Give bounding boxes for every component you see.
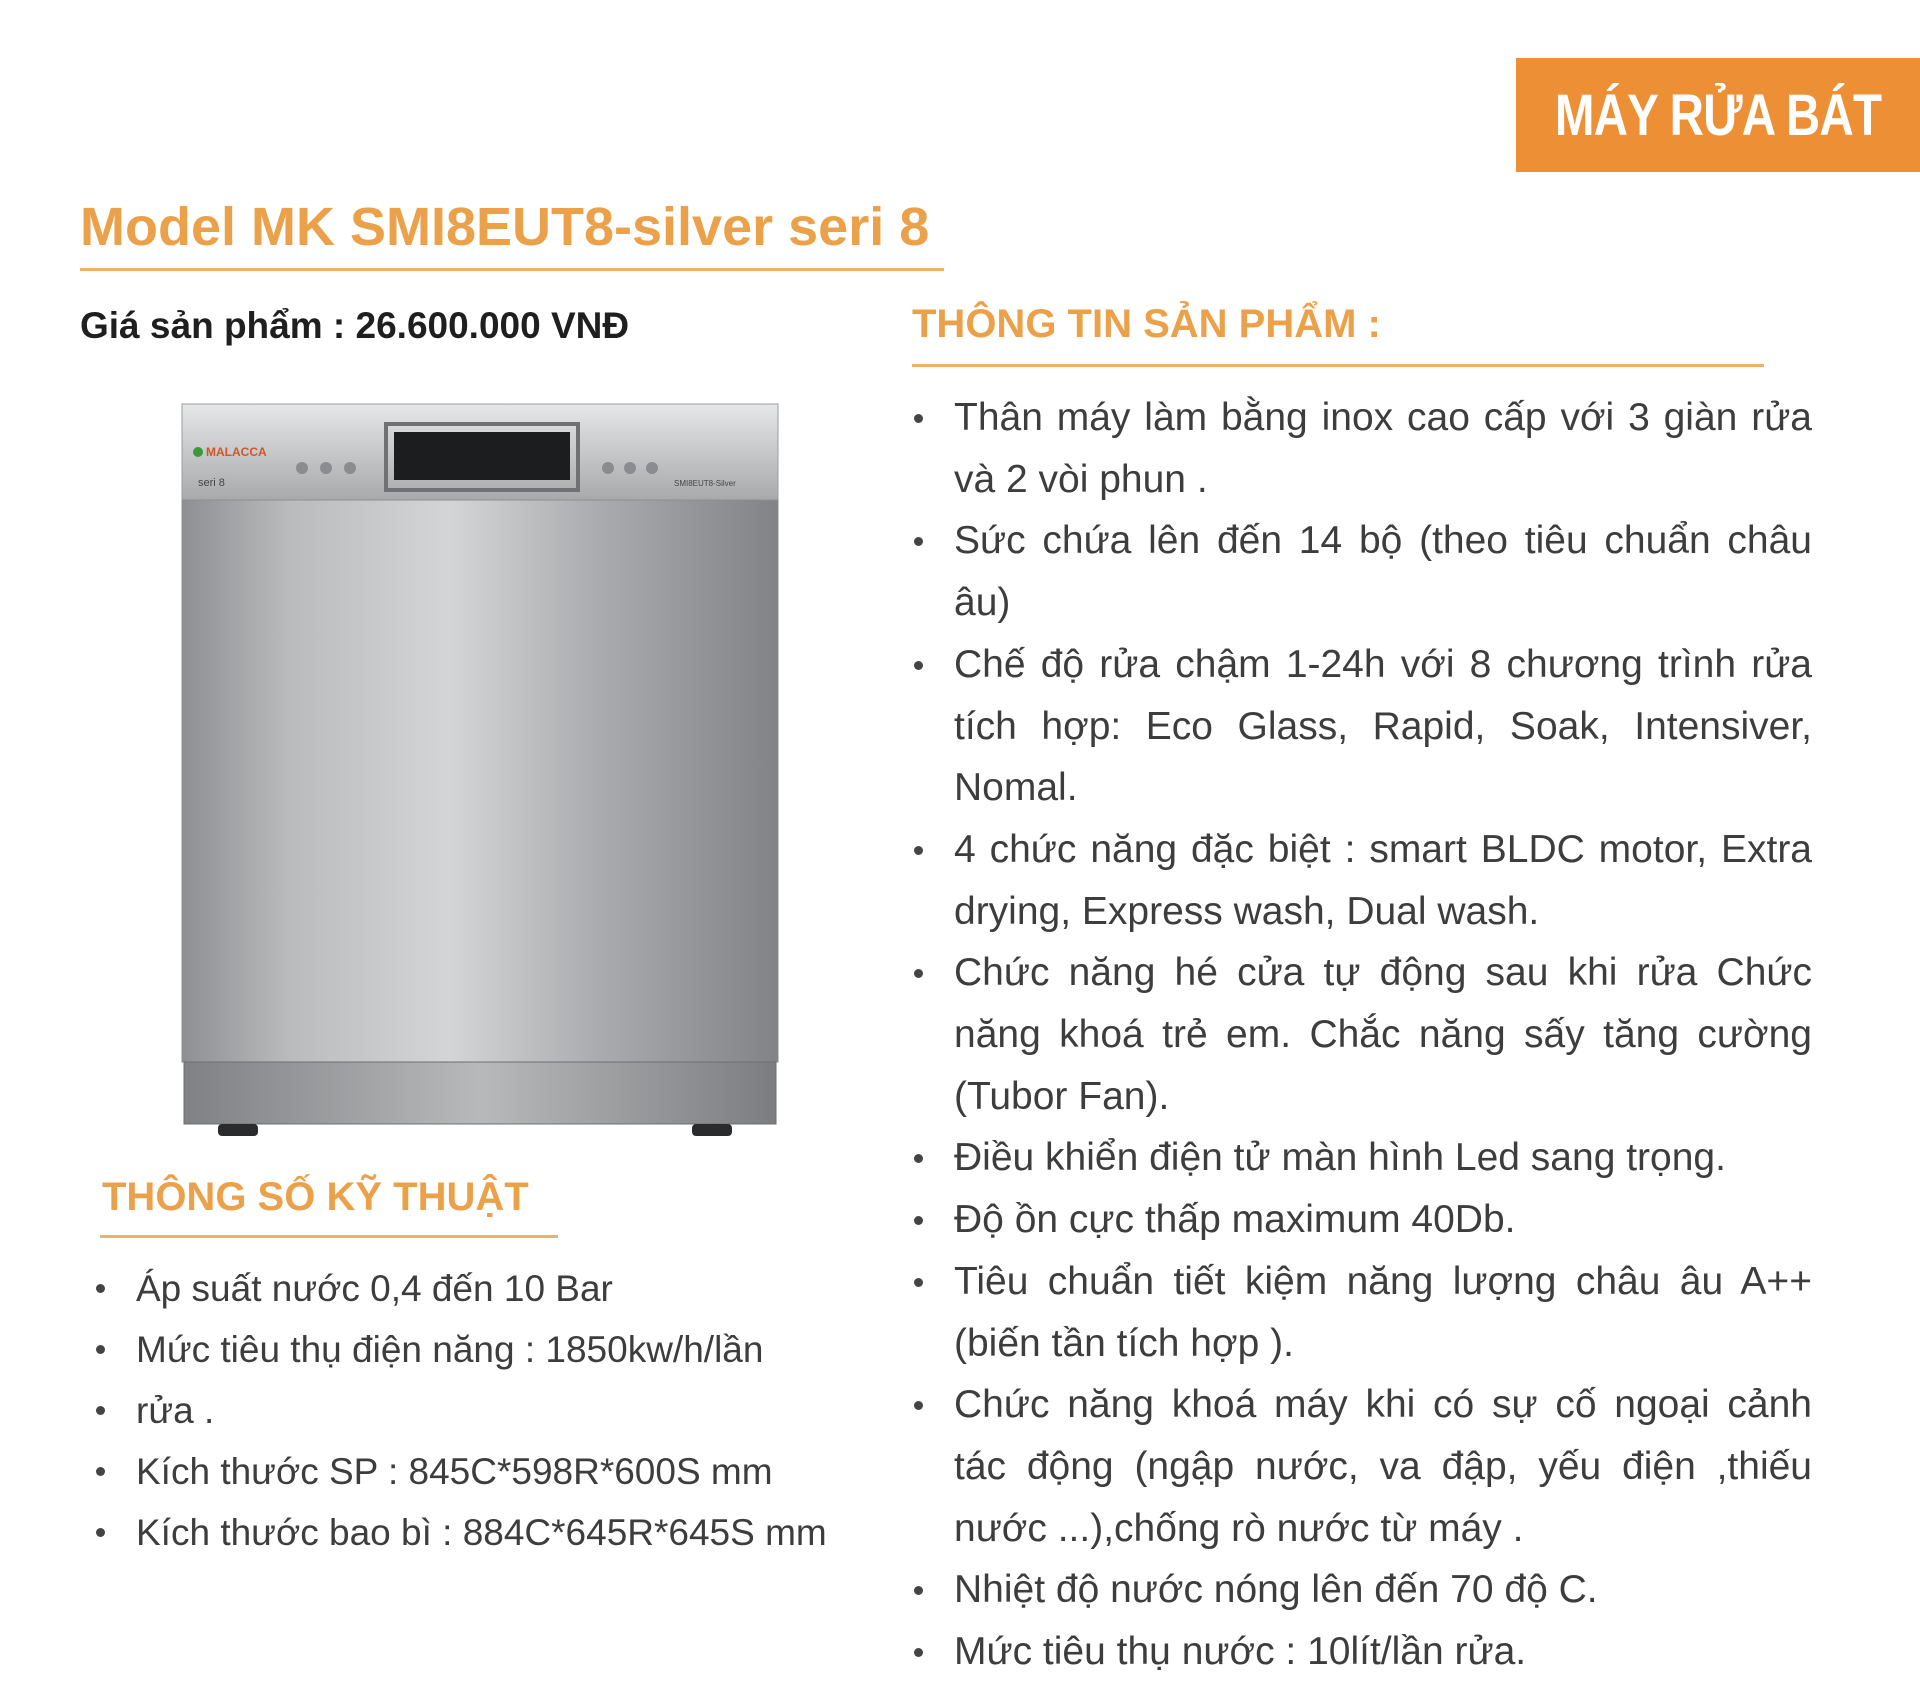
dishwasher-series: seri 8 (198, 477, 225, 489)
dishwasher-kickplate (184, 1062, 776, 1124)
specs-list (96, 1258, 896, 1563)
specs-heading: THÔNG SỐ KỸ THUẬT (102, 1175, 529, 1219)
dishwasher-foot (692, 1124, 732, 1136)
dishwasher-right-knob (646, 462, 658, 474)
dishwasher-right-knob (624, 462, 636, 474)
model-title-underline (80, 268, 944, 271)
spec-item: rửa . (96, 1380, 896, 1441)
spec-item: Áp suất nước 0,4 đến 10 Bar (96, 1258, 896, 1319)
spec-item: Kích thước bao bì : 884C*645R*645S mm (96, 1502, 896, 1563)
info-item: Thân máy làm bằng inox cao cấp với 3 giàn rửa và 2 vòi phun . (914, 387, 1812, 510)
dishwasher-model-label: SMI8EUT8-Silver (674, 479, 736, 488)
dishwasher-left-knob (296, 462, 308, 474)
model-title: Model MK SMI8EUT8-silver seri 8 (80, 197, 930, 257)
brand-logo-icon (193, 447, 203, 457)
info-item: 4 chức năng đặc biệt : smart BLDC motor, Extra drying, Express wash, Dual wash. (914, 819, 1812, 942)
info-item: Điều khiển điện tử màn hình Led sang trọng. (914, 1127, 1812, 1189)
specs-underline (100, 1235, 558, 1238)
dishwasher-display (394, 432, 570, 480)
spec-item: Mức tiêu thụ điện năng : 1850kw/h/lần (96, 1319, 896, 1380)
info-item: Tiêu chuẩn tiết kiệm năng lượng châu âu A++ (biến tần tích hợp ). (914, 1251, 1812, 1374)
spec-item: Kích thước SP : 845C*598R*600S mm (96, 1441, 896, 1502)
dishwasher-foot (218, 1124, 258, 1136)
info-item: Chức năng hé cửa tự động sau khi rửa Chức năng khoá trẻ em. Chắc năng sấy tăng cường (Tubor Fan). (914, 942, 1812, 1127)
dishwasher-left-knob (344, 462, 356, 474)
dishwasher-right-knob (602, 462, 614, 474)
product-info-list (914, 387, 1812, 1683)
product-price: Giá sản phẩm : 26.600.000 VNĐ (80, 305, 630, 346)
info-item: Chức năng khoá máy khi có sự cố ngoại cảnh tác động (ngập nước, va đập, yếu điện ,thiếu nước ...),chống rò nước từ máy . (914, 1374, 1812, 1559)
info-item: Chế độ rửa chậm 1-24h với 8 chương trình rửa tích hợp: Eco Glass, Rapid, Soak, Intensiver, Nomal. (914, 634, 1812, 819)
product-info-underline (912, 364, 1764, 367)
category-tag (1516, 58, 1920, 172)
dishwasher-door (182, 500, 778, 1062)
product-info-heading: THÔNG TIN SẢN PHẨM : (912, 302, 1381, 346)
info-item: Nhiệt độ nước nóng lên đến 70 độ C. (914, 1559, 1812, 1621)
info-item: Độ ồn cực thấp maximum 40Db. (914, 1189, 1812, 1251)
dishwasher-left-knob (320, 462, 332, 474)
info-item: Mức tiêu thụ nước : 10lít/lần rửa. (914, 1621, 1812, 1683)
info-item: Sức chứa lên đến 14 bộ (theo tiêu chuẩn châu âu) (914, 510, 1812, 633)
dishwasher-brand: MALACCA (206, 445, 267, 459)
dishwasher-image (178, 400, 782, 1140)
category-tag-label: MÁY RỬA BÁT (1554, 82, 1882, 148)
